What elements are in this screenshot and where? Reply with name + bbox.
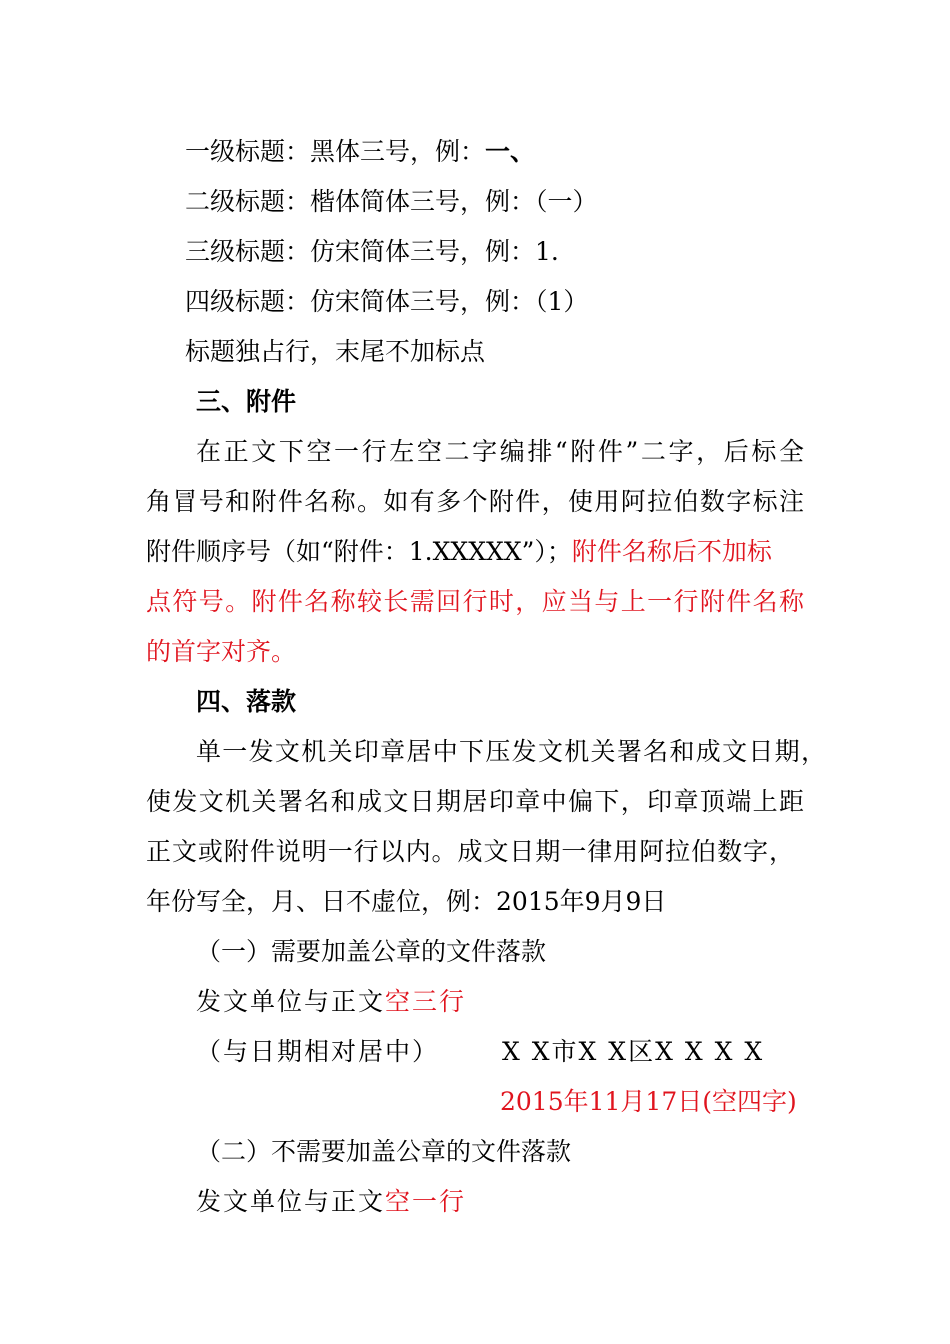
- section3-paragraph-line1: 在正文下空一行左空二字编排“附件”二字，后标全: [196, 437, 804, 466]
- section4-paragraph-line2: 使发文机关署名和成文日期居印章中偏下，印章顶端上距: [146, 787, 804, 816]
- section3-paragraph-line4: 点符号。附件名称较长需回行时，应当与上一行附件名称: [146, 587, 804, 616]
- heading-level3-rule: 三级标题：仿宋简体三号，例：1.: [185, 237, 559, 266]
- subsection1-org-name: X X市X X区X X X X: [502, 1037, 765, 1066]
- subsection1-spacing-red: 空三行: [385, 987, 467, 1016]
- section3-line3-black: 附件顺序号（如“附件：1.XXXXX”）；: [146, 537, 572, 566]
- heading-level1-example: 一、: [485, 137, 536, 166]
- subsection2-spacing-black: 发文单位与正文: [196, 1187, 386, 1216]
- section4-paragraph-line3: 正文或附件说明一行以内。成文日期一律用阿拉伯数字，: [146, 837, 794, 866]
- heading-note: 标题独占行，末尾不加标点: [185, 337, 486, 366]
- subsection1-center-note: （与日期相对居中）: [196, 1037, 440, 1066]
- subsection2-spacing: [196, 1185, 466, 1219]
- heading-level1-rule: [185, 135, 535, 169]
- section4-title: 四、落款: [196, 687, 297, 716]
- subsection1-title: （一）需要加盖公章的文件落款: [196, 937, 547, 966]
- heading-level1-label: 一级标题：黑体三号，例：: [185, 137, 486, 166]
- heading-level2-rule: 二级标题：楷体简体三号，例：（一）: [185, 187, 598, 216]
- heading-level4-rule: 四级标题：仿宋简体三号，例：（1）: [185, 287, 589, 316]
- subsection1-spacing: [196, 985, 466, 1019]
- subsection2-spacing-red: 空一行: [385, 1187, 467, 1216]
- subsection1-date: 2015年11月17日(空四字): [500, 1087, 797, 1116]
- section3-paragraph-line2: 角冒号和附件名称。如有多个附件，使用阿拉伯数字标注: [146, 487, 804, 516]
- section3-title: 三、附件: [196, 387, 297, 416]
- section4-paragraph-line4: 年份写全，月、日不虚位，例：2015年9月9日: [146, 887, 667, 916]
- section3-line3-red: 附件名称后不加标: [571, 537, 772, 566]
- subsection1-spacing-black: 发文单位与正文: [196, 987, 386, 1016]
- section3-paragraph-line3: [146, 535, 772, 569]
- section4-paragraph-line1: 单一发文机关印章居中下压发文机关署名和成文日期，: [196, 737, 826, 766]
- section3-paragraph-line5: 的首字对齐。: [146, 637, 297, 666]
- subsection2-title: （二）不需要加盖公章的文件落款: [196, 1137, 572, 1166]
